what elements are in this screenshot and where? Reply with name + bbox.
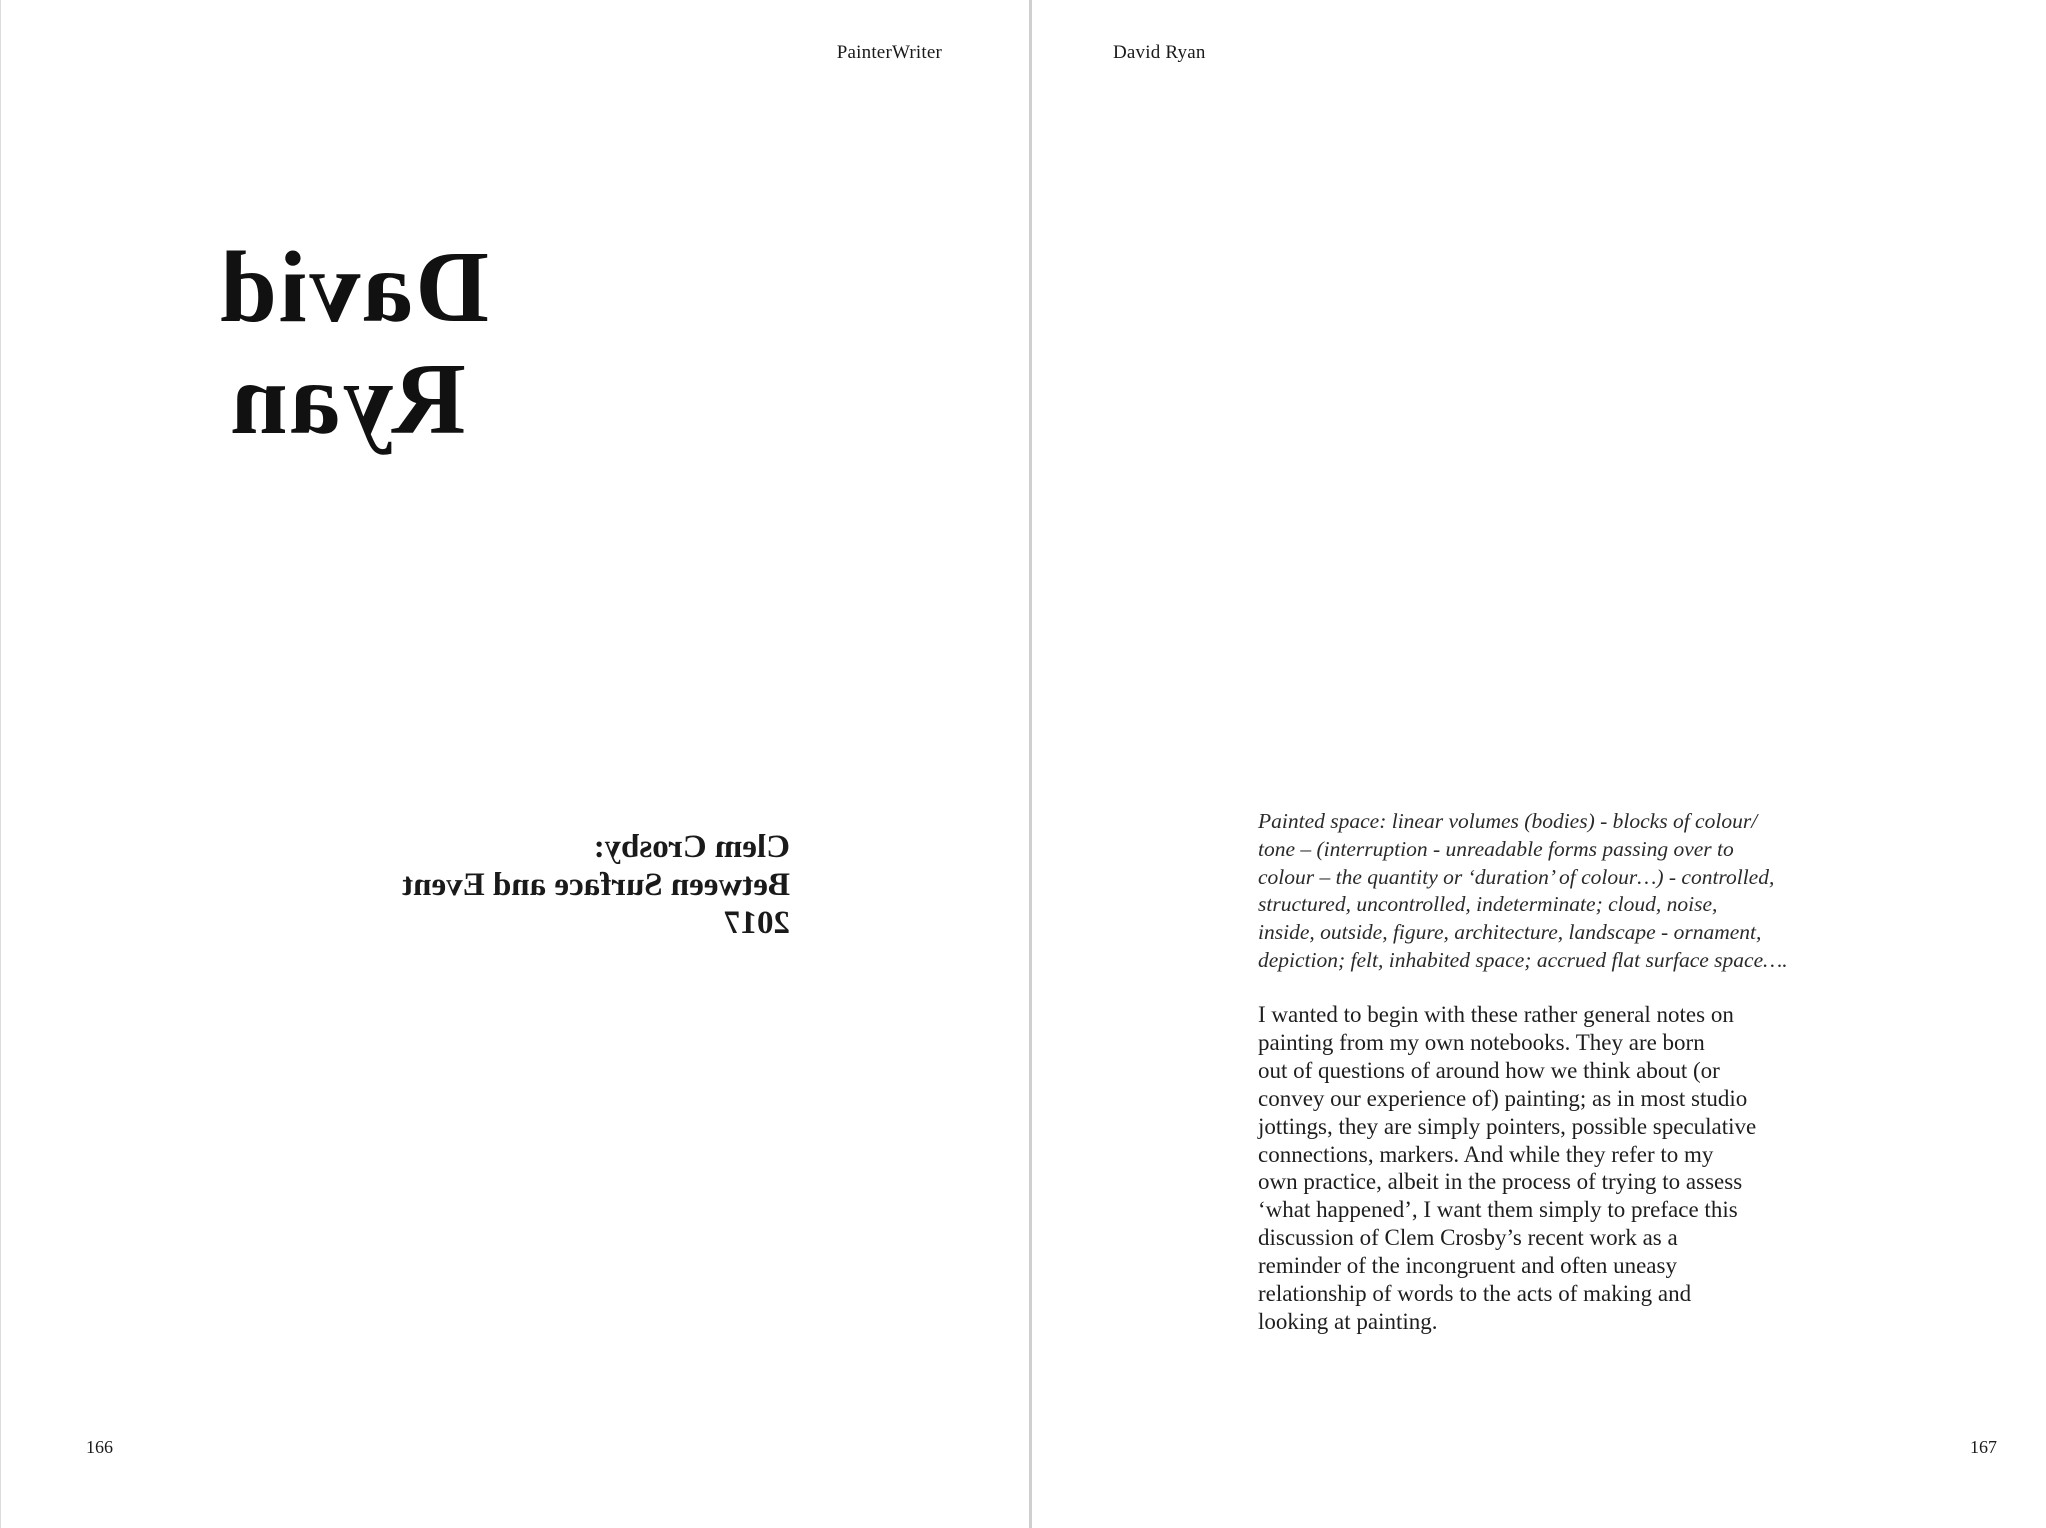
epigraph-line: inside, outside, figure, architecture, landscape - ornament, <box>1258 920 1762 945</box>
essay-title-mirrored <box>395 828 790 942</box>
epigraph-line: depiction; felt, inhabited space; accrued flat surface space…. <box>1258 947 1788 972</box>
epigraph-line: colour – the quantity or ‘duration’ of colour…) - controlled, <box>1258 864 1775 889</box>
body-line: jottings, they are simply pointers, possible speculative <box>1258 1113 1757 1139</box>
epigraph <box>1258 808 1858 975</box>
body-line: connections, markers. And while they refer to my <box>1258 1141 1714 1167</box>
page-number-right: 167 <box>1970 1437 1997 1457</box>
body-line: I wanted to begin with these rather general notes on <box>1258 1002 1734 1027</box>
body-line: convey our experience of) painting; as in most studio <box>1258 1085 1748 1111</box>
body-paragraph <box>1258 1001 1858 1336</box>
body-line: reminder of the incongruent and often uneasy <box>1258 1253 1677 1279</box>
body-line: looking at painting. <box>1258 1308 1438 1334</box>
body-line: out of questions of around how we think about (or <box>1258 1057 1720 1083</box>
epigraph-line: structured, uncontrolled, indeterminate; cloud, noise, <box>1258 892 1718 917</box>
body-line: own practice, albeit in the process of trying to assess <box>1258 1169 1743 1195</box>
page-number-left: 166 <box>86 1437 113 1457</box>
title-line-2: Between Surface and Event <box>402 867 790 903</box>
author-last-name: Ryan <box>229 343 466 456</box>
author-name-mirrored <box>218 231 489 456</box>
body-line: painting from my own notebooks. They are born <box>1258 1029 1705 1055</box>
body-line: relationship of words to the acts of making and <box>1258 1281 1692 1307</box>
running-head-right: David Ryan <box>1113 42 1206 63</box>
running-head-left: PainterWriter <box>836 42 942 63</box>
body-line: discussion of Clem Crosby’s recent work as a <box>1258 1225 1678 1251</box>
epigraph-line: tone – (interruption - unreadable forms passing over to <box>1258 836 1734 861</box>
title-line-year: 2017 <box>724 905 790 941</box>
epigraph-line: Painted space: linear volumes (bodies) - blocks of colour/ <box>1258 809 1758 833</box>
right-page <box>1032 0 2046 1528</box>
title-line-1: Clem Crosby: <box>593 829 790 865</box>
body-line: ‘what happened’, I want them simply to preface this <box>1258 1197 1738 1223</box>
author-first-name: David <box>218 231 489 344</box>
